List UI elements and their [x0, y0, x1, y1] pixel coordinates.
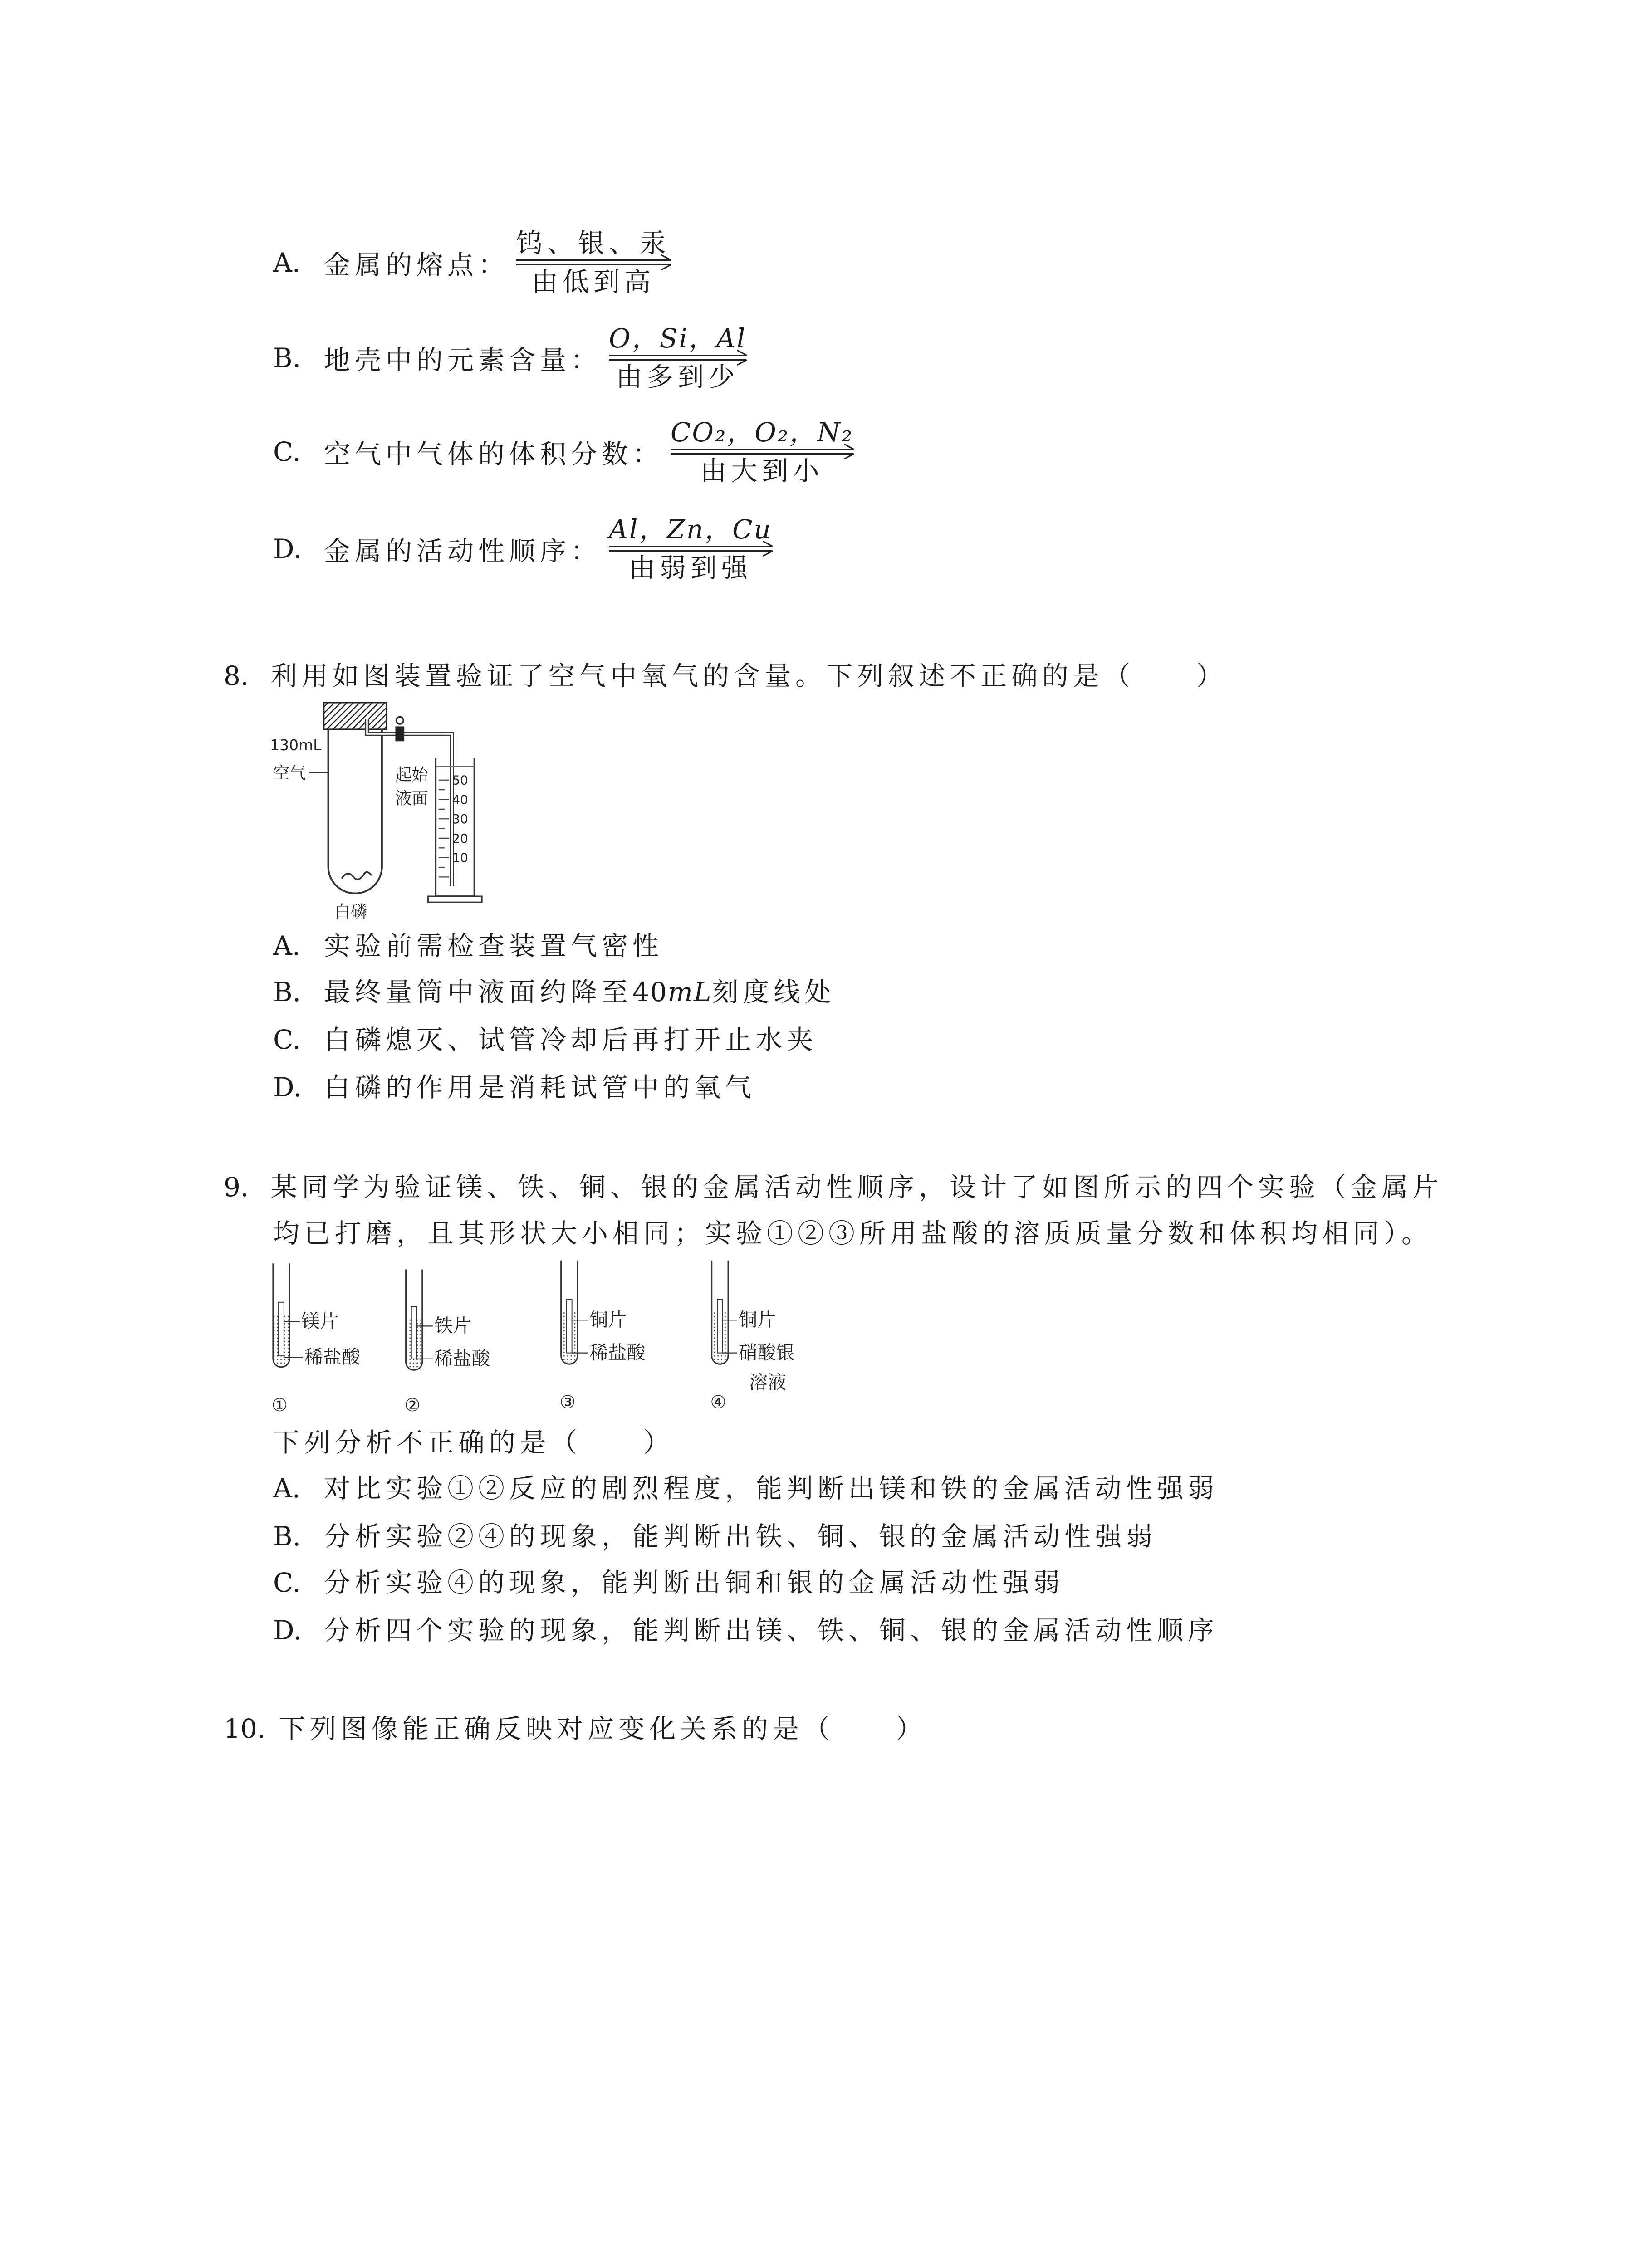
double-arrow-icon	[609, 546, 772, 552]
air-volume-label: 130mL	[270, 736, 322, 754]
q8-option-c	[273, 1022, 818, 1058]
question-text: 下列图像能正确反映对应变化关系的是（ ）	[279, 1713, 927, 1744]
scale-label-20: 20	[452, 831, 468, 846]
option-letter: D.	[273, 1072, 302, 1103]
q9-stem-line-2	[273, 1215, 1432, 1251]
question-text: 均已打磨，且其形状大小相同；实验①②③所用盐酸的溶质质量分数和体积均相同）。	[273, 1218, 1433, 1249]
q8-stem	[224, 658, 1227, 694]
option-text: 分析实验②④的现象，能判断出铁、铜、银的金属活动性强弱	[324, 1521, 1157, 1552]
start-level-label-1: 起始	[395, 764, 428, 784]
option-label: 金属的活动性顺序：	[324, 535, 602, 567]
option-value: 40	[632, 977, 668, 1007]
scale-label-10: 10	[452, 850, 468, 865]
option-label: 地壳中的元素含量：	[324, 344, 602, 376]
option-text: 分析四个实验的现象，能判断出镁、铁、铜、银的金属活动性顺序	[324, 1615, 1219, 1646]
experiment-index: ①	[271, 1394, 288, 1416]
question-text: 利用如图装置验证了空气中氧气的含量。下列叙述不正确的是（ ）	[271, 660, 1228, 691]
option-letter: C.	[273, 1024, 301, 1055]
double-arrow-icon	[671, 449, 853, 455]
option-letter: B.	[273, 1521, 301, 1552]
q9-option-c	[273, 1564, 1064, 1601]
arrow-under-text: 由低到高	[532, 266, 656, 297]
test-tube-4	[710, 1261, 795, 1413]
question-number: 8.	[224, 660, 249, 691]
test-tube-2	[404, 1269, 490, 1415]
option-text: 白磷的作用是消耗试管中的氧气	[324, 1072, 756, 1103]
q8-option-d	[273, 1069, 756, 1105]
scale-label-30: 30	[452, 811, 468, 827]
option-label: 金属的熔点：	[324, 249, 509, 280]
metal-strip	[717, 1299, 723, 1353]
metal-label: 镁片	[301, 1310, 339, 1332]
option-letter: C.	[273, 436, 301, 467]
q7-option-c	[273, 417, 860, 486]
q10-stem	[224, 1711, 927, 1747]
option-letter: A.	[273, 1473, 301, 1504]
q8-option-b	[273, 974, 835, 1010]
experiment-index: ②	[404, 1394, 421, 1416]
q7-option-b	[273, 323, 753, 392]
cylinder-base	[428, 896, 482, 902]
rubber-stopper	[324, 703, 387, 729]
option-label: 空气中气体的体积分数：	[324, 438, 664, 469]
cylinder-scale-ticks	[439, 780, 449, 877]
test-tube	[328, 729, 382, 894]
oxygen-content-apparatus-figure	[269, 698, 486, 922]
ordering-arrow	[603, 323, 753, 392]
metal-strip	[411, 1307, 417, 1359]
solution-label: 稀盐酸	[304, 1346, 361, 1368]
option-text-after: 刻度线处	[712, 977, 836, 1007]
option-letter: A.	[273, 247, 301, 278]
option-letter: B.	[273, 977, 301, 1007]
solution-label-line-2: 溶液	[749, 1371, 787, 1393]
question-number: 9.	[224, 1172, 249, 1202]
test-tube-1	[272, 1263, 361, 1416]
q7-option-d	[273, 514, 779, 583]
metal-label: 铜片	[739, 1309, 776, 1331]
scale-label-40: 40	[452, 792, 468, 807]
question-number: 10.	[224, 1713, 266, 1744]
option-unit: mL	[667, 977, 712, 1007]
question-text: 下列分析不正确的是（ ）	[273, 1427, 675, 1458]
q9-option-a	[273, 1470, 1219, 1506]
start-level-label-2: 液面	[395, 788, 428, 808]
solution-label: 稀盐酸	[589, 1341, 646, 1364]
metal-strip	[567, 1299, 572, 1353]
scale-label-50: 50	[452, 772, 468, 788]
white-phosphorus	[342, 872, 372, 880]
arrow-over-text: 钨、银、汞	[516, 228, 671, 259]
metal-label: 铁片	[434, 1315, 472, 1337]
metal-strip	[279, 1302, 284, 1356]
option-letter: D.	[273, 1615, 302, 1646]
solution-label-line-1: 硝酸银	[739, 1341, 795, 1364]
q9-stem-line-1	[224, 1169, 1443, 1205]
arrow-over-text: O，Si，Al	[609, 323, 747, 354]
q7-option-a	[273, 228, 677, 297]
ordering-arrow	[664, 417, 860, 486]
option-text: 对比实验①②反应的剧烈程度，能判断出镁和铁的金属活动性强弱	[324, 1473, 1219, 1504]
air-label: 空气	[273, 763, 306, 783]
option-letter: C.	[273, 1567, 301, 1598]
question-text: 某同学为验证镁、铁、铜、银的金属活动性顺序，设计了如图所示的四个实验（金属片	[271, 1172, 1444, 1202]
experiment-index: ③	[559, 1392, 576, 1413]
option-text-before: 最终量筒中液面约降至	[324, 977, 633, 1007]
experiment-index: ④	[710, 1392, 726, 1413]
water-stop-clip	[395, 717, 404, 741]
q9-option-d	[273, 1612, 1219, 1648]
q8-option-a	[273, 928, 663, 964]
option-text: 白磷熄灭、试管冷却后再打开止水夹	[324, 1024, 818, 1055]
option-text: 实验前需检查装置气密性	[324, 930, 664, 961]
arrow-under-text: 由大到小	[700, 455, 824, 486]
arrow-over-text: CO₂，O₂，N₂	[671, 417, 853, 448]
q9-option-b	[273, 1518, 1157, 1554]
q9-sub-question	[273, 1424, 674, 1461]
arrow-over-text: Al，Zn，Cu	[609, 514, 772, 545]
ordering-arrow	[603, 514, 779, 583]
ordering-arrow	[510, 228, 677, 297]
metal-activity-experiments-figure	[269, 1257, 806, 1422]
option-text: 分析实验④的现象，能判断出铜和银的金属活动性强弱	[324, 1567, 1065, 1598]
solution-label: 稀盐酸	[434, 1347, 490, 1369]
option-letter: D.	[273, 533, 302, 564]
double-arrow-icon	[609, 355, 746, 361]
metal-label: 铜片	[589, 1309, 627, 1331]
arrow-under-text: 由多到少	[616, 362, 740, 392]
double-arrow-icon	[516, 259, 671, 265]
white-phosphorus-label: 白磷	[334, 902, 367, 922]
arrow-under-text: 由弱到强	[628, 552, 752, 583]
test-tube-3	[559, 1261, 646, 1413]
option-letter: B.	[273, 342, 301, 373]
option-letter: A.	[273, 930, 301, 961]
